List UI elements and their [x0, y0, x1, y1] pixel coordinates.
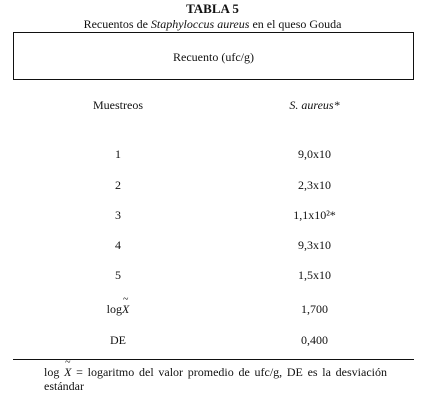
row-5-label: 5	[115, 268, 121, 282]
table-header-rule	[13, 79, 414, 80]
row-de-value: 0,400	[301, 333, 328, 347]
table-title: TABLA 5	[186, 1, 239, 16]
group-header: Recuento (ufc/g)	[173, 50, 254, 64]
footnote-text: = logaritmo del valor promedio de ufc/g, DE es la desviación estándar	[44, 365, 387, 393]
row-2-value: 2,3x10	[298, 178, 331, 192]
column-header-organism: S. aureus*	[289, 98, 340, 112]
x-symbol: X	[122, 302, 130, 316]
subtitle-suffix: en el queso Gouda	[249, 17, 342, 31]
row-4-label: 4	[115, 238, 121, 252]
row-1-value: 9,0x10	[298, 147, 331, 161]
row-5-value: 1,5x10	[298, 268, 331, 282]
row-log-value: 1,700	[301, 302, 328, 316]
row-3-label: 3	[115, 208, 121, 222]
column-header-samples: Muestreos	[93, 98, 143, 112]
row-de-label: DE	[110, 333, 126, 347]
x-tilde-symbol	[122, 294, 130, 316]
row-4-value: 9,3x10	[298, 238, 331, 252]
subtitle-organism: Staphyloccus aureus	[150, 17, 250, 31]
table-subtitle	[0, 17, 425, 31]
footnote-tilde-mark: ~	[65, 357, 71, 368]
row-log-label	[13, 294, 223, 316]
footnote-x-symbol: X	[64, 365, 72, 379]
row-2-label: 2	[115, 178, 121, 192]
subtitle-prefix: Recuentos de	[83, 17, 151, 31]
footnote-x-tilde-symbol	[64, 357, 72, 379]
log-text: log	[106, 302, 122, 316]
row-1-label: 1	[115, 147, 121, 161]
table-footnote	[44, 357, 387, 393]
row-3-value: 1,1x10²*	[293, 208, 336, 222]
footnote-prefix: log	[44, 365, 65, 379]
tilde-mark: ~	[123, 294, 129, 305]
